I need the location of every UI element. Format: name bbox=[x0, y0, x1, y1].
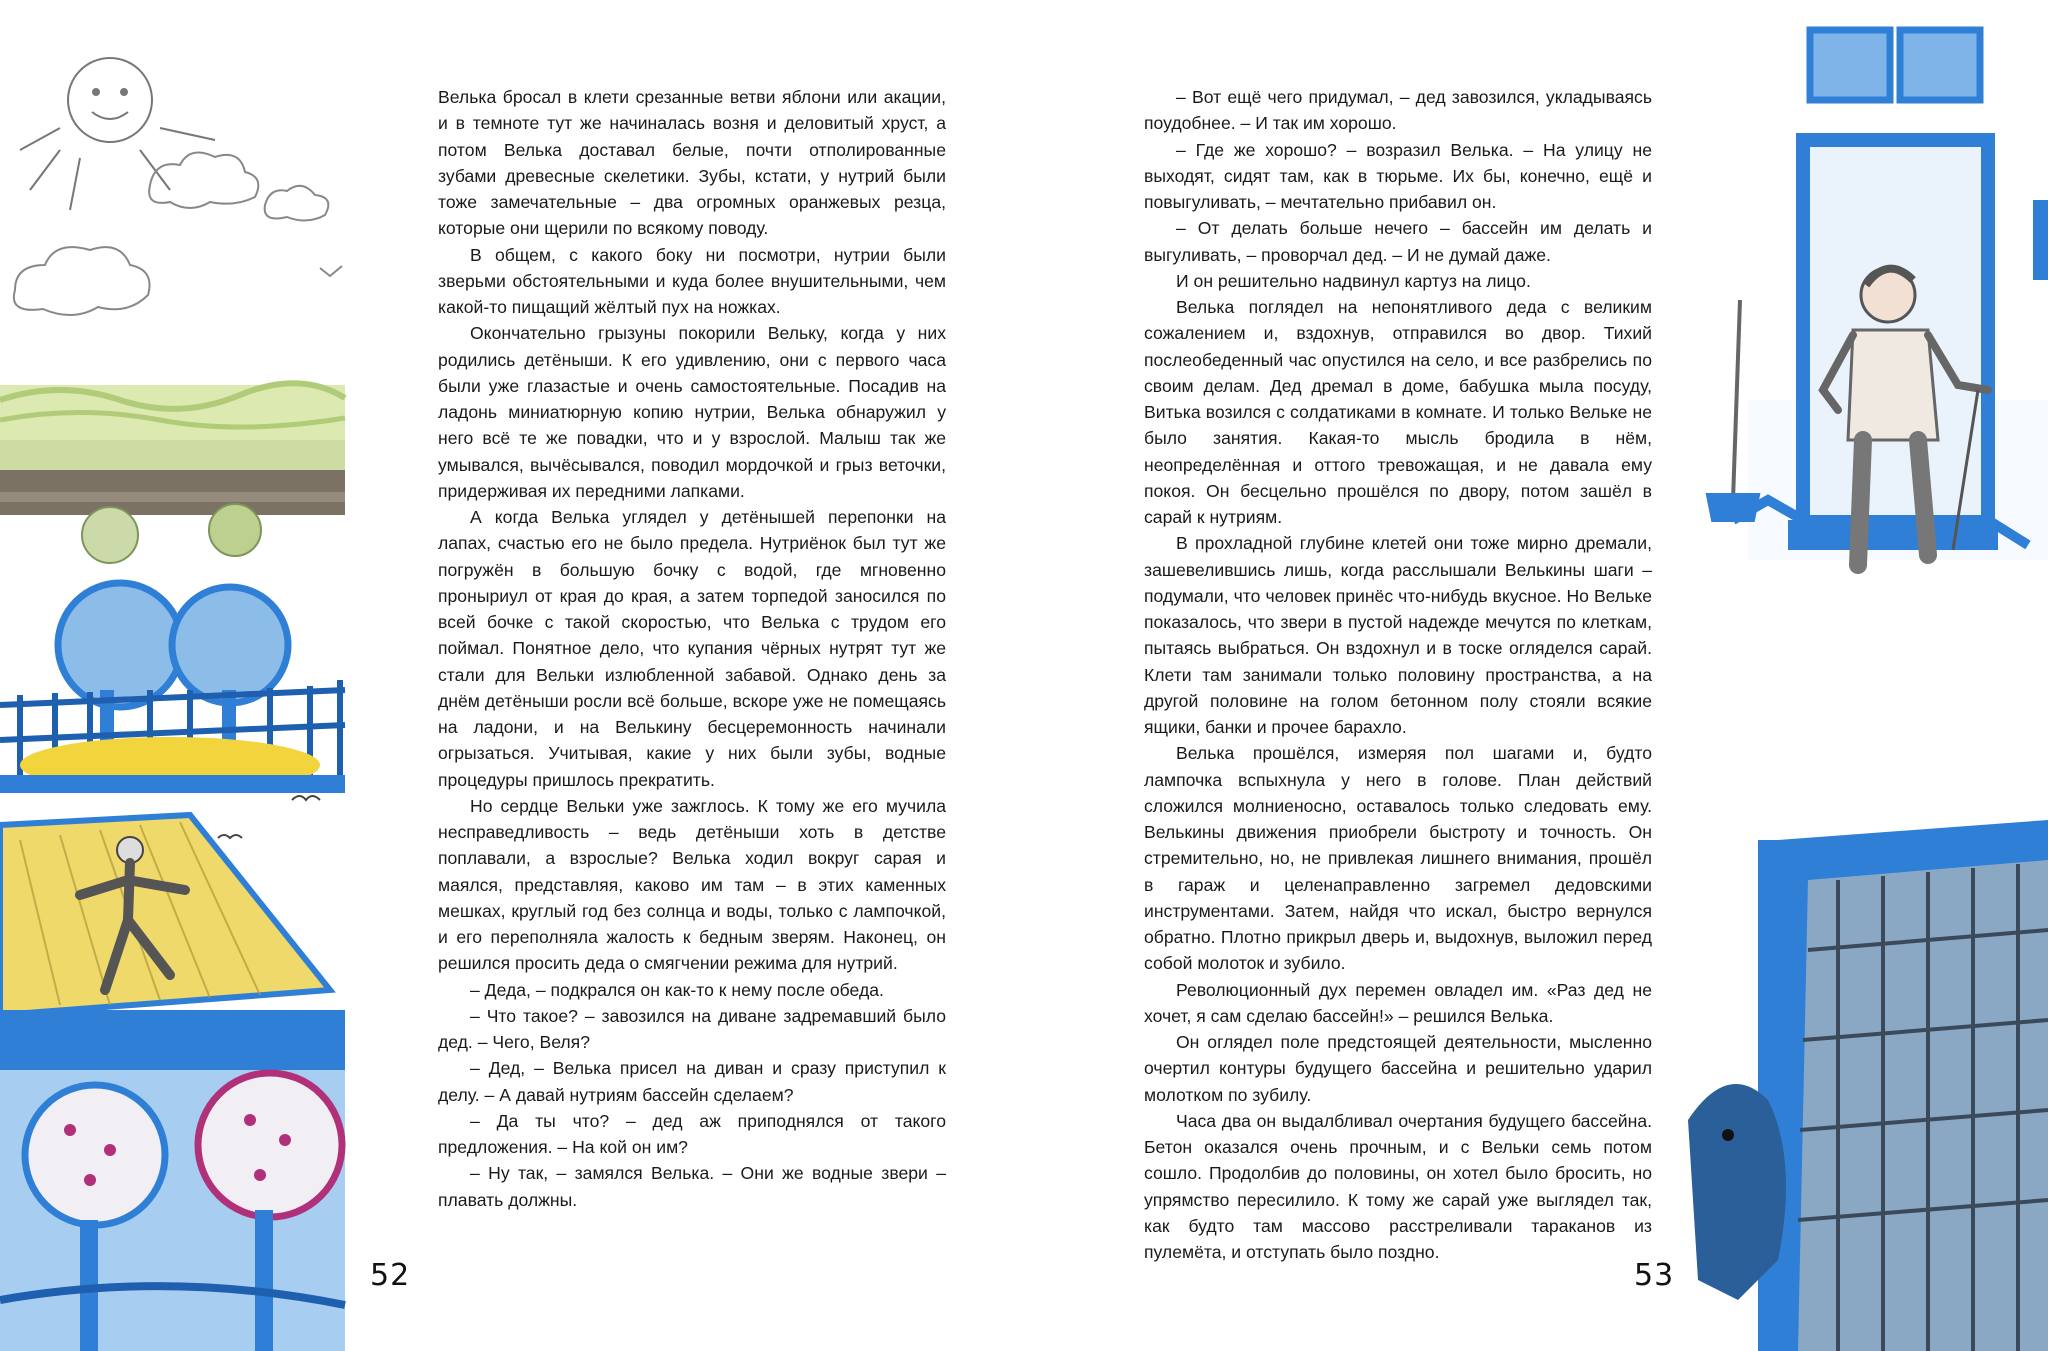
blue-cage-with-animal bbox=[1688, 820, 2048, 1351]
paragraph: – Что такое? – завозился на диване задремавший было дед. – Чего, Веля? bbox=[438, 1005, 946, 1052]
paragraph: Окончательно грызуны покорили Вельку, когда у них родились детёныши. К его удивлению, они с первого часа были уже глазастые и очень самостоятельные. Посадив на ладонь миниатюрную копию нутрии, Велька обнаружил у него всё те же повадки, что и у взрослой. Малыш так же умывался, вычёсывался, поводил мордочкой и грыз веточки, придерживая их передними лапками. bbox=[438, 323, 946, 501]
paragraph: Велька бросал в клети срезанные ветви яблони или акации, и в темноте тут же начиналась возня и деловитый хруст, а потом Велька доставал белые, почти отполированные зубами древесные скелетики. Зубы, кстати, у нутрий были тоже замечательные – два огромных оранжевых резца, которые они щерили по всякому поводу. bbox=[438, 87, 946, 239]
left-page-illustration bbox=[0, 0, 360, 1351]
bird-icon bbox=[218, 796, 320, 838]
paragraph: – Ну так, – замялся Велька. – Они же водные звери – плавать должны. bbox=[438, 1163, 946, 1210]
paragraph: Часа два он выдалбливал очертания будущего бассейна. Бетон оказался очень прочным, и с Вельки семь потом сошло. Продолбив до половины, он хотел было бросить, но упрямство пересилило. К тому же сарай уже выглядел так, как будто там массово расстреливали тараканов из пулемёта, и отступать было поздно. bbox=[1144, 1110, 1652, 1262]
paragraph: – От делать больше нечего – бассейн им делать и выгуливать, – проворчал дед. – И не думай даже. bbox=[1144, 218, 1652, 265]
page-number-left: 52 bbox=[370, 1258, 411, 1293]
cloud-icon bbox=[14, 153, 342, 316]
boy-in-doorway bbox=[1733, 140, 2048, 565]
page-number-right: 53 bbox=[1634, 1258, 1675, 1293]
sun-icon bbox=[20, 58, 215, 210]
paragraph: Велька поглядел на непонятливого деда с великим сожалением и, вздохнув, отправился во двор. Тихий послеобеденный час опустился на село, и все разбрелись по своим делам. Дед дремал в доме, бабушка мыла посуду, Витька возился с солдатиками в комнате. И только Вельке не было занятия. Какая-то мысль бродила в нём, неопределённая и оттого тревожащая, и не давала ему покоя. Он бесцельно прошёлся по двору, потом зашёл в сарай к нутриям. bbox=[1144, 297, 1652, 527]
boy-on-roof bbox=[0, 815, 345, 1351]
paragraph: – Деда, – подкрался он как-то к нему после обеда. bbox=[470, 979, 884, 1000]
field-landscape bbox=[0, 383, 345, 563]
paragraph: – Дед, – Велька присел на диван и сразу приступил к делу. – А давай нутриям бассейн сделаем? bbox=[438, 1058, 946, 1105]
paragraph: – Да ты что? – дед аж приподнялся от такого предложения. – На кой он им? bbox=[438, 1110, 946, 1157]
blue-trees-with-fence bbox=[0, 583, 345, 793]
paragraph: В прохладной глубине клетей они тоже мирно дремали, зашевелившись лишь, когда расслышали Велькины шаги – подумали, что человек принёс что-нибудь вкусное. Но Вельке показалось, что звери в пустой надежде мечутся по клеткам, пытаясь выбраться. Он вздохнул и в тоске огляделся сарай. Клети там занимали только половину пространства, а на другой половине на голом бетонном полу стояли всякие ящики, банки и прочее барахло. bbox=[1144, 533, 1652, 737]
right-page-text bbox=[1144, 84, 1652, 1265]
paragraph: Он оглядел поле предстоящей деятельности, мысленно очертил контуры будущего бассейна и решительно ударил молотком по зубилу. bbox=[1144, 1032, 1652, 1105]
paragraph: Революционный дух перемен овладел им. «Раз дед не хочет, я сам сделаю бассейн!» – решился Велька. bbox=[1144, 979, 1652, 1026]
paragraph: В общем, с какого боку ни посмотри, нутрии были зверьми обстоятельными и куда более внушительными, чем какой-то пищащий жёлтый пух на ножках. bbox=[438, 244, 946, 317]
paragraph: – Где же хорошо? – возразил Велька. – На улицу не выходят, сидят там, как в тюрьме. Их бы, конечно, ещё и повыгуливать, – мечтательно прибавил он. bbox=[1144, 139, 1652, 212]
left-page-text bbox=[438, 84, 946, 1213]
paragraph: Но сердце Вельки уже зажглось. К тому же его мучила несправедливость – ведь детёныши хоть в детстве поплавали, а взрослые? Велька ходил вокруг сарая и маялся, представляя, каково им там – в этих каменных мешках, круглый год без солнца и воды, только с лампочкой, и его переполняла жалость к бедным зверям. Наконец, он решился просить деда о смягчении режима для нутрий. bbox=[438, 795, 946, 974]
paragraph: И он решительно надвинул картуз на лицо. bbox=[1176, 270, 1531, 291]
paragraph: Велька прошёлся, измеряя пол шагами и, будто лампочка вспыхнула у него в голове. План действий сложился молниеносно, оставалось только следовать ему. Велькины движения приобрели быстроту и точность. Он стремительно, но, не привлекая лишнего внимания, прошёл в гараж и целенаправленно загремел дедовскими инструментами. Затем, найдя что искал, быстро вернулся обратно. Плотно прикрыл дверь и, выдохнув, выложил перед собой молоток и зубило. bbox=[1144, 743, 1652, 974]
right-page-illustration bbox=[1688, 0, 2048, 1351]
paragraph: – Вот ещё чего придумал, – дед завозился, укладываясь поудобнее. – И так им хорошо. bbox=[1144, 87, 1652, 134]
paragraph: А когда Велька углядел у детёнышей перепонки на лапах, счастью его не было предела. Нутриёнок был тут же погружён в большую бочку с водой, где мгновенно проныриул от края до края, а затем торпедой заносился по всей бочке с такой скоростью, что Велька с трудом его поймал. Понятное дело, что купания чёрных нутрят тут же стали для Вельки излюбленной забавой. Однако день за днём детёныши росли всё больше, вскоре уже не помещаясь на ладони, и на Велькину бесцеремонность начинали огрызаться. Учитывая, какие у них были зубы, водные процедуры пришлось прекратить. bbox=[438, 507, 946, 790]
right-page bbox=[1024, 0, 2048, 1351]
